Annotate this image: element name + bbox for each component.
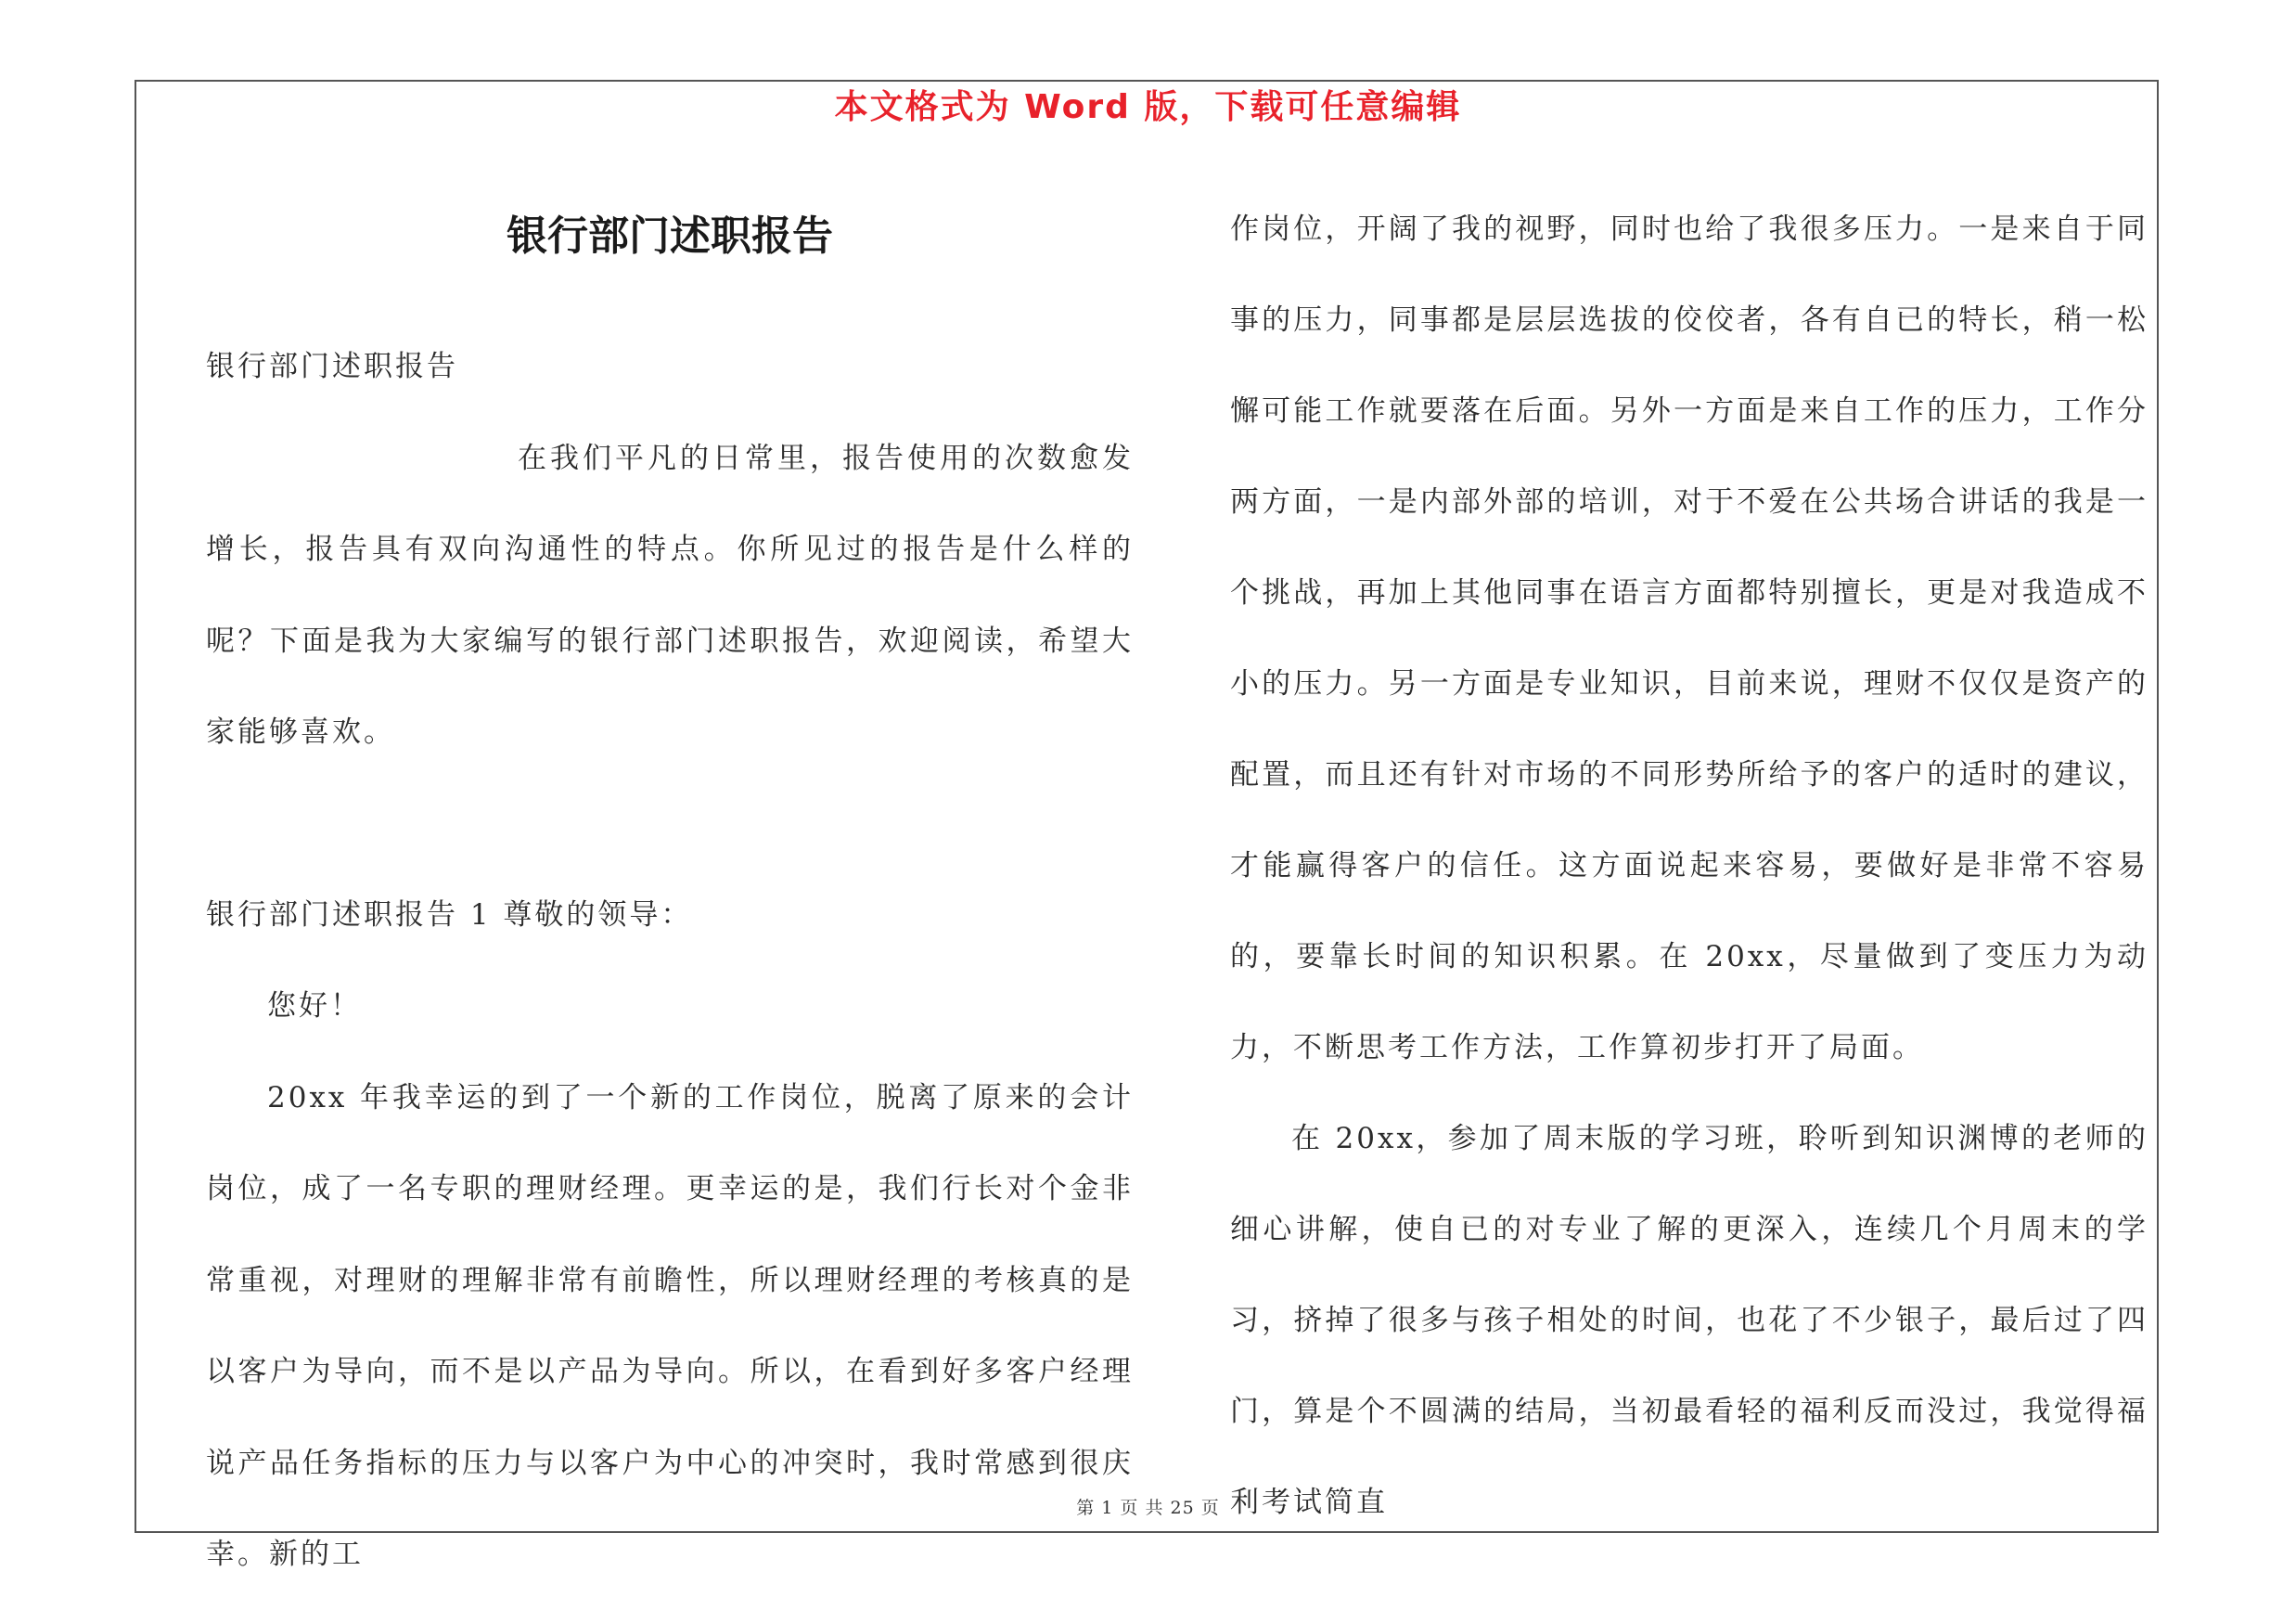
document-title: 银行部门述职报告 (507, 213, 833, 260)
format-banner: 本文格式为 Word 版，下载可任意编辑 (834, 88, 1462, 126)
greeting-paragraph: 您好！ (267, 989, 362, 1023)
report-heading: 银行部门述职报告 1 尊敬的领导： (206, 897, 693, 932)
body-paragraph: 20xx 年我幸运的到了一个新的工作岗位，脱离了原来的会计岗位，成了一名专职的理财经理。更幸运的是，我们行长对个金非常重视，对理财的理解非常有前瞻性，所以理财经理的考核真的是以客户为导向，而不是以产品为导向。所以，在看到好多客户经理说产品任务指标的压力与以客户为中心的冲突时，我时常感到很庆幸。新的工 (206, 1080, 1134, 1571)
intro-paragraph: 在我们平凡的日常里，报告使用的次数愈发增长，报告具有双向沟通性的特点。你所见过的报告是什么样的呢？下面是我为大家编写的银行部门述职报告，欢迎阅读，希望大家能够喜欢。 (206, 441, 1134, 749)
left-column (206, 321, 1134, 1601)
page-number: 第 1 页 共 25 页 (1076, 1498, 1220, 1518)
right-column (1230, 184, 2148, 1548)
paragraph-gap (206, 779, 1134, 869)
body-paragraph: 在 20xx，参加了周末版的学习班，聆听到知识渊博的老师的细心讲解，使自已的对专业了解的更深入，连续几个月周末的学习，挤掉了很多与孩子相处的时间，也花了不少银子，最后过了四门，算是个不圆满的结局，当初最看轻的福利反而没过，我觉得福利考试简直 (1230, 1122, 2148, 1519)
subtitle-paragraph: 银行部门述职报告 (206, 350, 458, 383)
body-paragraph-continued: 作岗位，开阔了我的视野，同时也给了我很多压力。一是来自于同事的压力，同事都是层层选拔的佼佼者，各有自已的特长，稍一松懈可能工作就要落在后面。另外一方面是来自工作的压力，工作分两方面，一是内部外部的培训，对于不爱在公共场合讲话的我是一个挑战，再加上其他同事在语言方面都特别擅长，更是对我造成不小的压力。另一方面是专业知识，目前来说，理财不仅仅是资产的配置，而且还有针对市场的不同形势所给予的客户的适时的建议，才能赢得客户的信任。这方面说起来容易，要做好是非常不容易的，要靠长时间的知识积累。在 20xx，尽量做到了变压力为动力，不断思考工作方法，工作算初步打开了局面。 (1230, 213, 2148, 1064)
